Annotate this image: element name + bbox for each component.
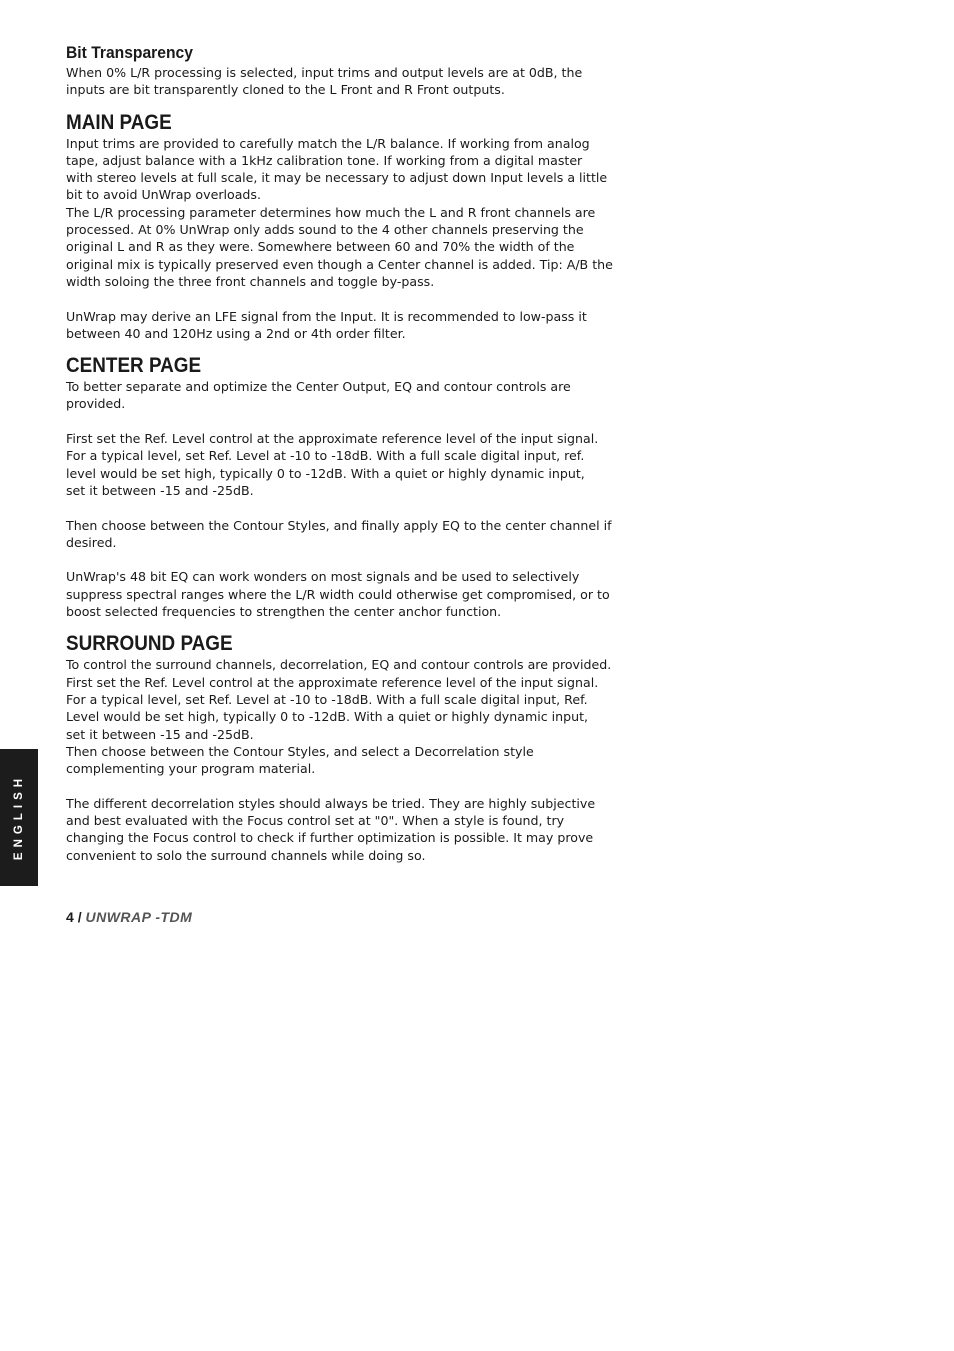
text-line: tape, adjust balance with a 1kHz calibration tone. If working from a digital master bbox=[66, 152, 583, 168]
language-side-tab bbox=[0, 749, 38, 886]
text-line: The L/R processing parameter determines how much the L and R front channels are bbox=[66, 204, 596, 220]
bit-transparency-heading: Bit Transparency bbox=[66, 43, 193, 62]
text-line: set it between -15 and -25dB. bbox=[66, 482, 254, 498]
text-line: First set the Ref. Level control at the approximate reference level of the input signal. bbox=[66, 431, 599, 447]
main-page-text bbox=[66, 135, 622, 343]
center-page-heading: CENTER PAGE bbox=[66, 354, 202, 378]
text-line: Then choose between the Contour Styles, and finally apply EQ to the center channel if bbox=[66, 517, 612, 533]
text-line: processed. At 0% UnWrap only adds sound to the 4 other channels preserving the bbox=[66, 222, 584, 238]
text-line: level would be set high, typically 0 to -12dB. With a quiet or highly dynamic input, bbox=[66, 465, 585, 481]
document-title: UNWRAP -TDM bbox=[85, 909, 193, 925]
text-line: desired. bbox=[66, 534, 117, 550]
text-line: width soloing the three front channels and toggle by-pass. bbox=[66, 273, 435, 289]
text-line: convenient to solo the surround channels while doing so. bbox=[66, 847, 426, 863]
text-line: bit to avoid UnWrap overloads. bbox=[66, 187, 261, 203]
text-line: inputs are bit transparently cloned to the L Front and R Front outputs. bbox=[66, 82, 505, 98]
text-line: The different decorrelation styles should always be tried. They are highly subjective bbox=[66, 795, 596, 811]
language-label: ENGLISH bbox=[13, 773, 25, 861]
footer-separator: / bbox=[77, 909, 82, 925]
text-line: original mix is typically preserved even though a Center channel is added. Tip: A/B the bbox=[66, 256, 613, 272]
document-body bbox=[66, 42, 622, 864]
text-line: Then choose between the Contour Styles, and select a Decorrelation style bbox=[66, 743, 534, 759]
page-footer bbox=[66, 908, 192, 926]
text-line: boost selected frequencies to strengthen the center anchor function. bbox=[66, 604, 502, 620]
text-line: with stereo levels at full scale, it may be necessary to adjust down Input levels a little bbox=[66, 170, 608, 186]
page-number: 4 bbox=[66, 909, 74, 925]
text-line: To control the surround channels, decorrelation, EQ and contour controls are provided. bbox=[66, 657, 612, 673]
text-line: First set the Ref. Level control at the approximate reference level of the input signal. bbox=[66, 674, 599, 690]
text-line: between 40 and 120Hz using a 2nd or 4th order filter. bbox=[66, 325, 406, 341]
surround-page-text bbox=[66, 656, 622, 864]
text-line: set it between -15 and -25dB. bbox=[66, 726, 254, 742]
text-line: For a typical level, set Ref. Level at -10 to -18dB. With a full scale digital input, Ref. bbox=[66, 691, 588, 707]
center-page-text bbox=[66, 378, 622, 620]
text-line: UnWrap's 48 bit EQ can work wonders on most signals and be used to selectively bbox=[66, 569, 580, 585]
text-line: provided. bbox=[66, 396, 126, 412]
text-line: suppress spectral ranges where the L/R width could otherwise get compromised, or to bbox=[66, 586, 610, 602]
text-line: Level would be set high, typically 0 to -12dB. With a quiet or highly dynamic input, bbox=[66, 709, 589, 725]
text-line: When 0% L/R processing is selected, input trims and output levels are at 0dB, the bbox=[66, 65, 583, 80]
text-line: changing the Focus control to check if further optimization is possible. It may prove bbox=[66, 830, 594, 846]
bit-transparency-text bbox=[66, 64, 622, 99]
text-line: and best evaluated with the Focus control set at "0". When a style is found, try bbox=[66, 812, 565, 828]
text-line: Input trims are provided to carefully match the L/R balance. If working from analog bbox=[66, 135, 590, 151]
main-page-heading: MAIN PAGE bbox=[66, 110, 172, 134]
text-line: For a typical level, set Ref. Level at -10 to -18dB. With a full scale digital input, ref. bbox=[66, 448, 585, 464]
text-line: original L and R as they were. Somewhere between 60 and 70% the width of the bbox=[66, 239, 575, 255]
text-line: complementing your program material. bbox=[66, 761, 316, 777]
text-line: UnWrap may derive an LFE signal from the Input. It is recommended to low-pass it bbox=[66, 308, 587, 324]
text-line: To better separate and optimize the Center Output, EQ and contour controls are bbox=[66, 379, 571, 395]
surround-page-heading: SURROUND PAGE bbox=[66, 632, 233, 656]
